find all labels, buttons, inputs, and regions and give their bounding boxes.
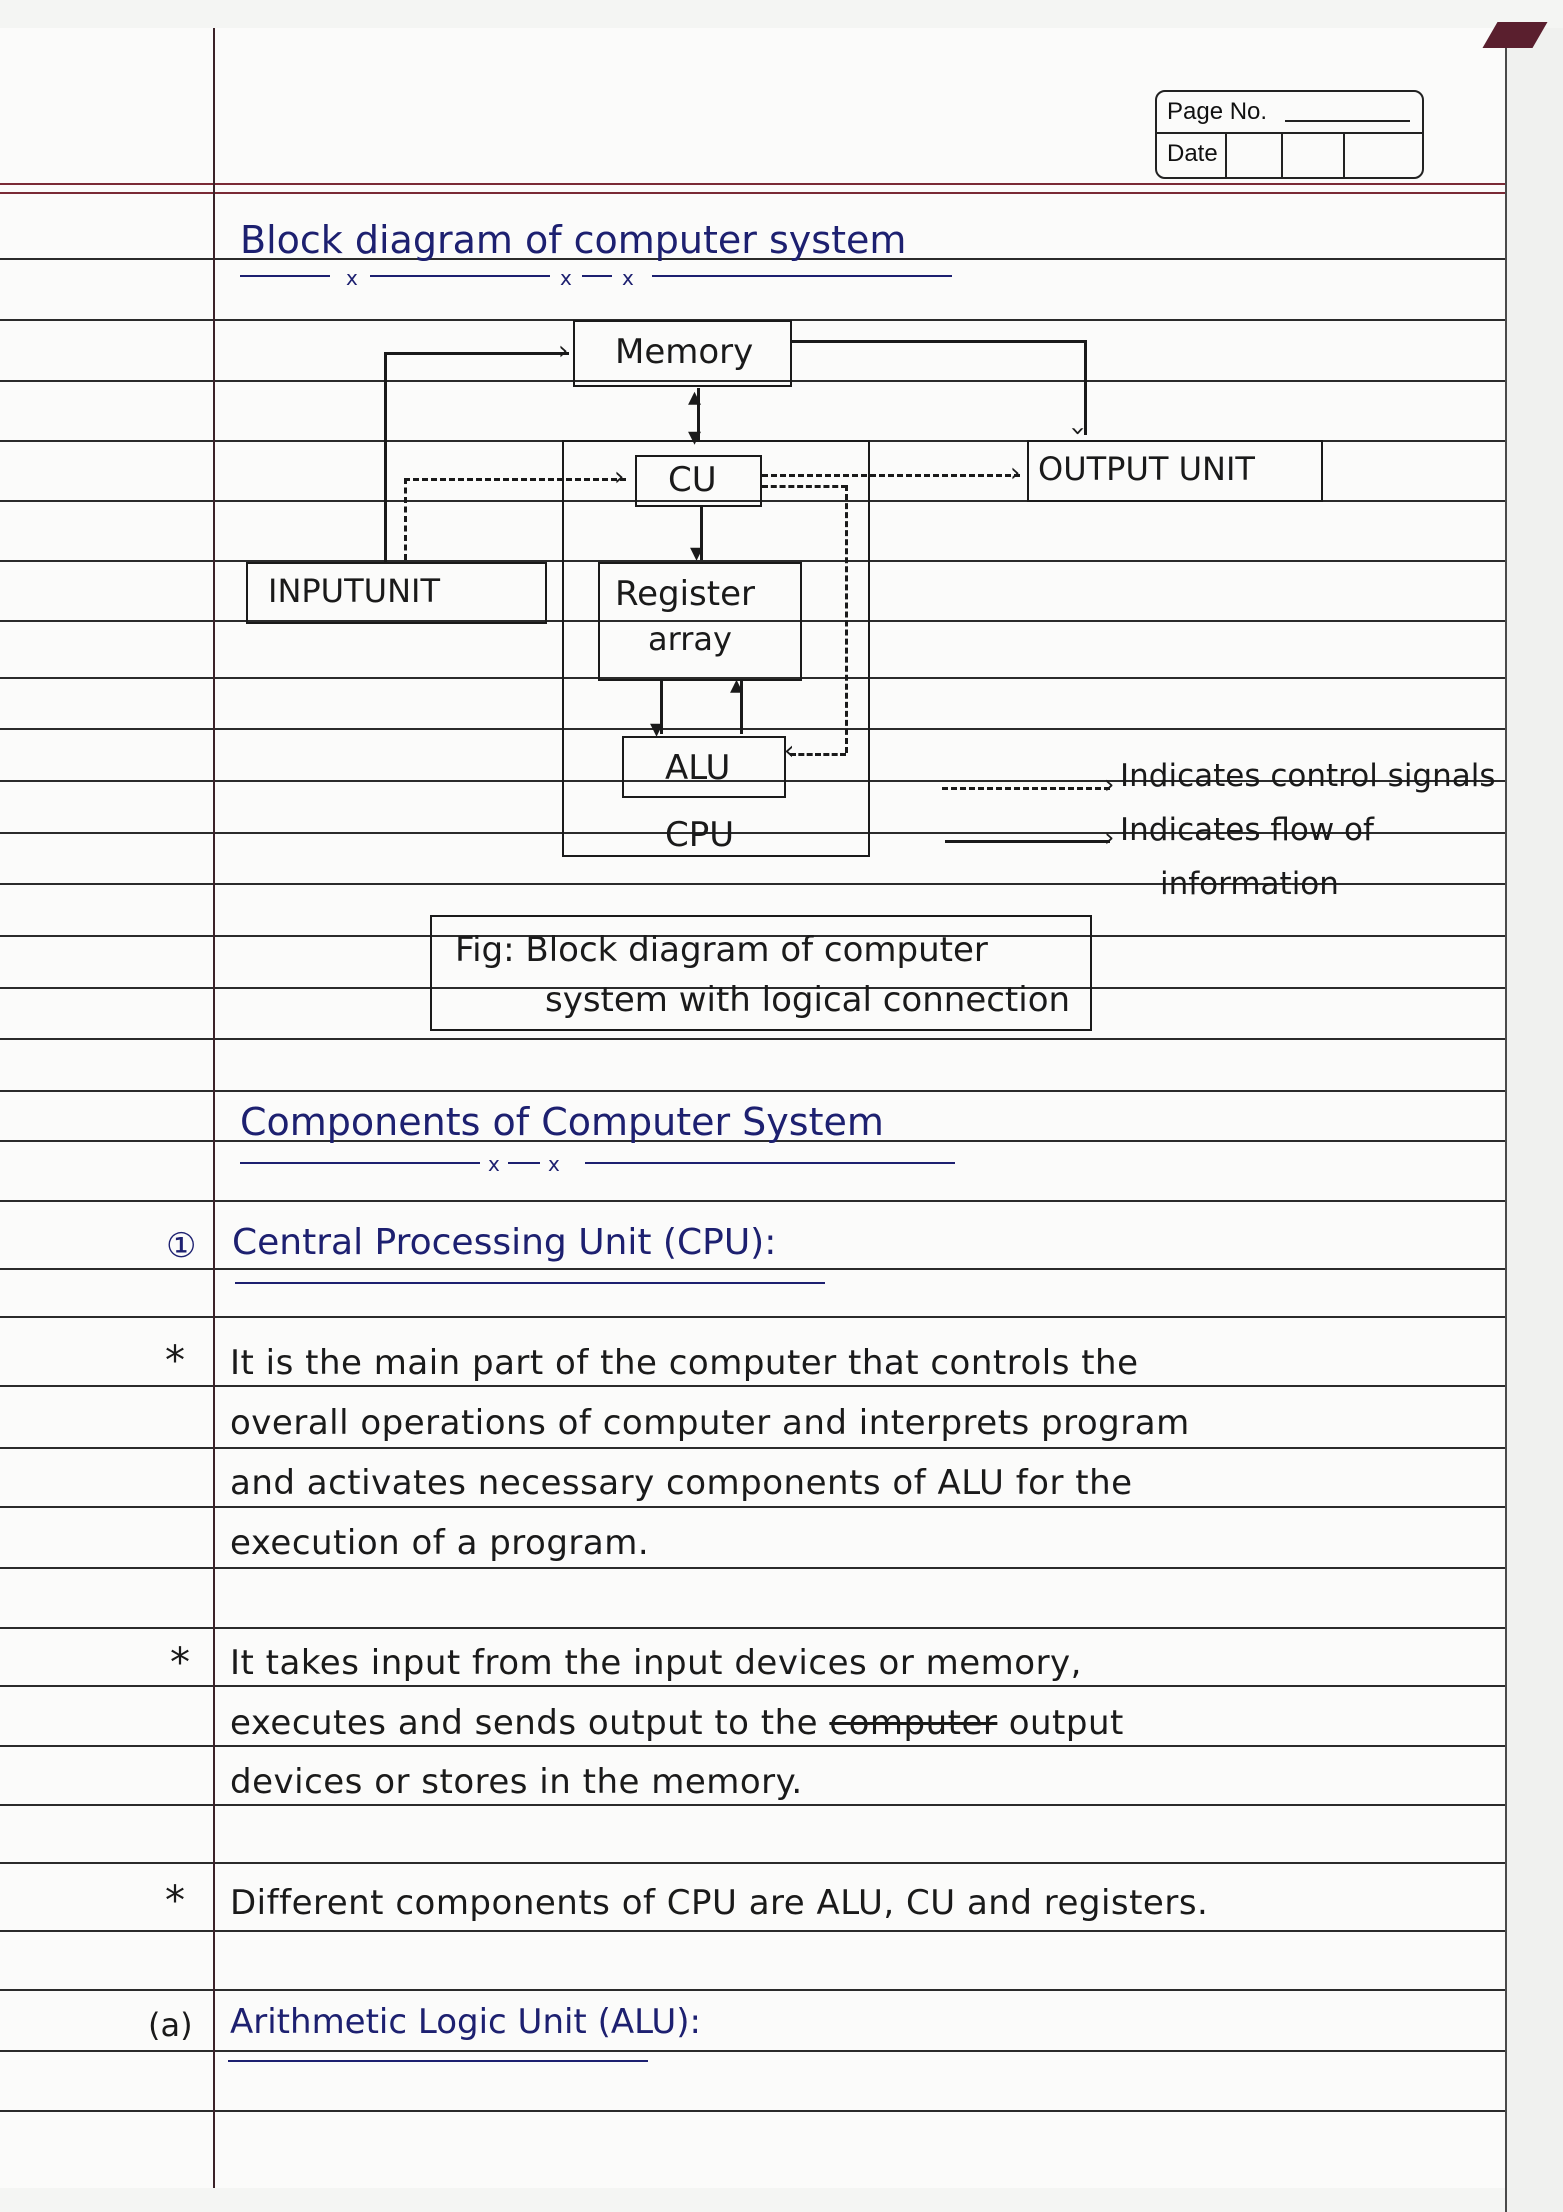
ruled-line	[0, 1862, 1505, 1864]
bullet-text-line: devices or stores in the memory.	[230, 1762, 803, 1802]
heading-underline	[585, 1162, 955, 1164]
margin-line	[213, 28, 215, 2188]
bullet-marker: *	[165, 1878, 185, 1924]
alu-label: ALU	[665, 748, 731, 788]
heading-underline	[508, 1162, 540, 1164]
page-date-box	[1155, 90, 1424, 179]
input-cu-control-line	[404, 478, 407, 560]
alu-heading-underline	[228, 2060, 648, 2062]
cu-label: CU	[668, 460, 717, 500]
ruled-line	[0, 1745, 1505, 1747]
date-cell	[1225, 134, 1227, 177]
figure-caption-line2: system with logical connection	[545, 980, 1071, 1020]
page-no-field	[1285, 120, 1410, 122]
ruled-line	[0, 2110, 1505, 2112]
bullet-marker: *	[165, 1338, 185, 1384]
input-to-memory-line	[384, 352, 569, 355]
cpu-label: CPU	[665, 815, 735, 855]
arrow-down-icon: ▾	[650, 714, 664, 744]
ruled-line	[0, 1447, 1505, 1449]
date-label: Date	[1167, 140, 1218, 167]
bullet-text-segment: executes and sends output to the	[230, 1703, 819, 1743]
title-underline	[370, 275, 550, 277]
ruled-line	[0, 1090, 1505, 1092]
arrow-right-icon: ›	[558, 336, 569, 366]
figure-caption-line1: Fig: Block diagram of computer	[455, 930, 988, 970]
ruled-line	[0, 1989, 1505, 1991]
title-underline	[652, 275, 952, 277]
x-mark: x	[622, 266, 634, 290]
legend-control-label: Indicates control signals	[1120, 758, 1496, 794]
arrow-left-icon: ‹	[784, 736, 795, 766]
ruled-line	[0, 1316, 1505, 1318]
bullet-text-line: execution of a program.	[230, 1523, 650, 1563]
arrow-down-icon: ▾	[690, 538, 704, 568]
arrow-up-icon: ▴	[688, 382, 702, 412]
arrow-down-icon: ›	[1063, 425, 1094, 437]
alu-heading: Arithmetic Logic Unit (ALU):	[230, 2002, 701, 2042]
date-cell	[1281, 134, 1283, 177]
ruled-line	[0, 1268, 1505, 1270]
header-red-rule	[0, 183, 1505, 185]
ruled-line	[0, 1567, 1505, 1569]
memory-to-output-line	[1084, 340, 1087, 435]
bullet-text-line: overall operations of computer and interprets program	[230, 1403, 1190, 1443]
arrow-right-icon: ›	[1104, 823, 1115, 853]
cpu-heading: Central Processing Unit (CPU):	[232, 1222, 777, 1263]
bullet-text-segment: output	[1008, 1703, 1124, 1743]
bullet-text-line: and activates necessary components of ALU for the	[230, 1463, 1133, 1503]
arrow-down-icon: ▾	[688, 422, 702, 452]
title-underline	[582, 275, 612, 277]
legend-dashed-line	[942, 787, 1110, 790]
date-cell	[1343, 134, 1345, 177]
bullet-marker: *	[170, 1640, 190, 1686]
section-heading: Components of Computer System	[240, 1100, 884, 1144]
input-unit-label: INPUTUNIT	[268, 572, 440, 610]
arrow-up-icon: ▴	[730, 670, 744, 700]
cpu-heading-underline	[235, 1282, 825, 1284]
register-label: Register	[615, 574, 755, 614]
input-to-memory-line	[384, 352, 387, 564]
ruled-line	[0, 1804, 1505, 1806]
input-cu-control-line	[404, 478, 626, 481]
ruled-line	[0, 2050, 1505, 2052]
ruled-line	[0, 1506, 1505, 1508]
title-underline	[240, 275, 330, 277]
bullet-text-line: It takes input from the input devices or memory,	[230, 1643, 1082, 1683]
page-edge	[1505, 28, 1563, 2212]
page-no-label: Page No.	[1167, 98, 1268, 125]
cu-alu-control-line	[790, 753, 846, 756]
bullet-text-line: Different components of CPU are ALU, CU and registers.	[230, 1883, 1209, 1923]
x-mark: x	[548, 1152, 560, 1176]
arrow-right-icon: ›	[614, 462, 625, 492]
ruled-line	[0, 1385, 1505, 1387]
bullet-text-line	[230, 1703, 1124, 1743]
struck-word: computer	[829, 1703, 998, 1743]
cu-alu-control-line	[762, 485, 847, 488]
output-unit-label: OUTPUT UNIT	[1038, 450, 1255, 488]
bullet-text-line: It is the main part of the computer that controls the	[230, 1343, 1139, 1383]
legend-flow-label: Indicates flow of	[1120, 812, 1374, 848]
cu-alu-control-line	[845, 485, 848, 753]
legend-solid-line	[945, 840, 1110, 843]
header-red-rule	[0, 192, 1505, 194]
page-title: Block diagram of computer system	[240, 218, 907, 262]
memory-label: Memory	[615, 332, 754, 372]
cpu-heading-marker: ①	[166, 1226, 197, 1266]
heading-underline	[240, 1162, 480, 1164]
x-mark: x	[346, 266, 358, 290]
ruled-line	[0, 1685, 1505, 1687]
cu-output-control-line	[762, 474, 1020, 477]
ruled-line	[0, 1627, 1505, 1629]
x-mark: x	[488, 1152, 500, 1176]
register-label-line2: array	[648, 620, 732, 658]
ruled-line	[0, 1038, 1505, 1040]
x-mark: x	[560, 266, 572, 290]
ruled-line	[0, 1930, 1505, 1932]
legend-flow-label-line2: information	[1160, 866, 1339, 902]
memory-to-output-line	[790, 340, 1085, 343]
arrow-right-icon: ›	[1104, 770, 1115, 800]
alu-heading-marker: (a)	[148, 2006, 193, 2044]
ruled-line	[0, 1200, 1505, 1202]
arrow-right-icon: ›	[1010, 458, 1021, 488]
